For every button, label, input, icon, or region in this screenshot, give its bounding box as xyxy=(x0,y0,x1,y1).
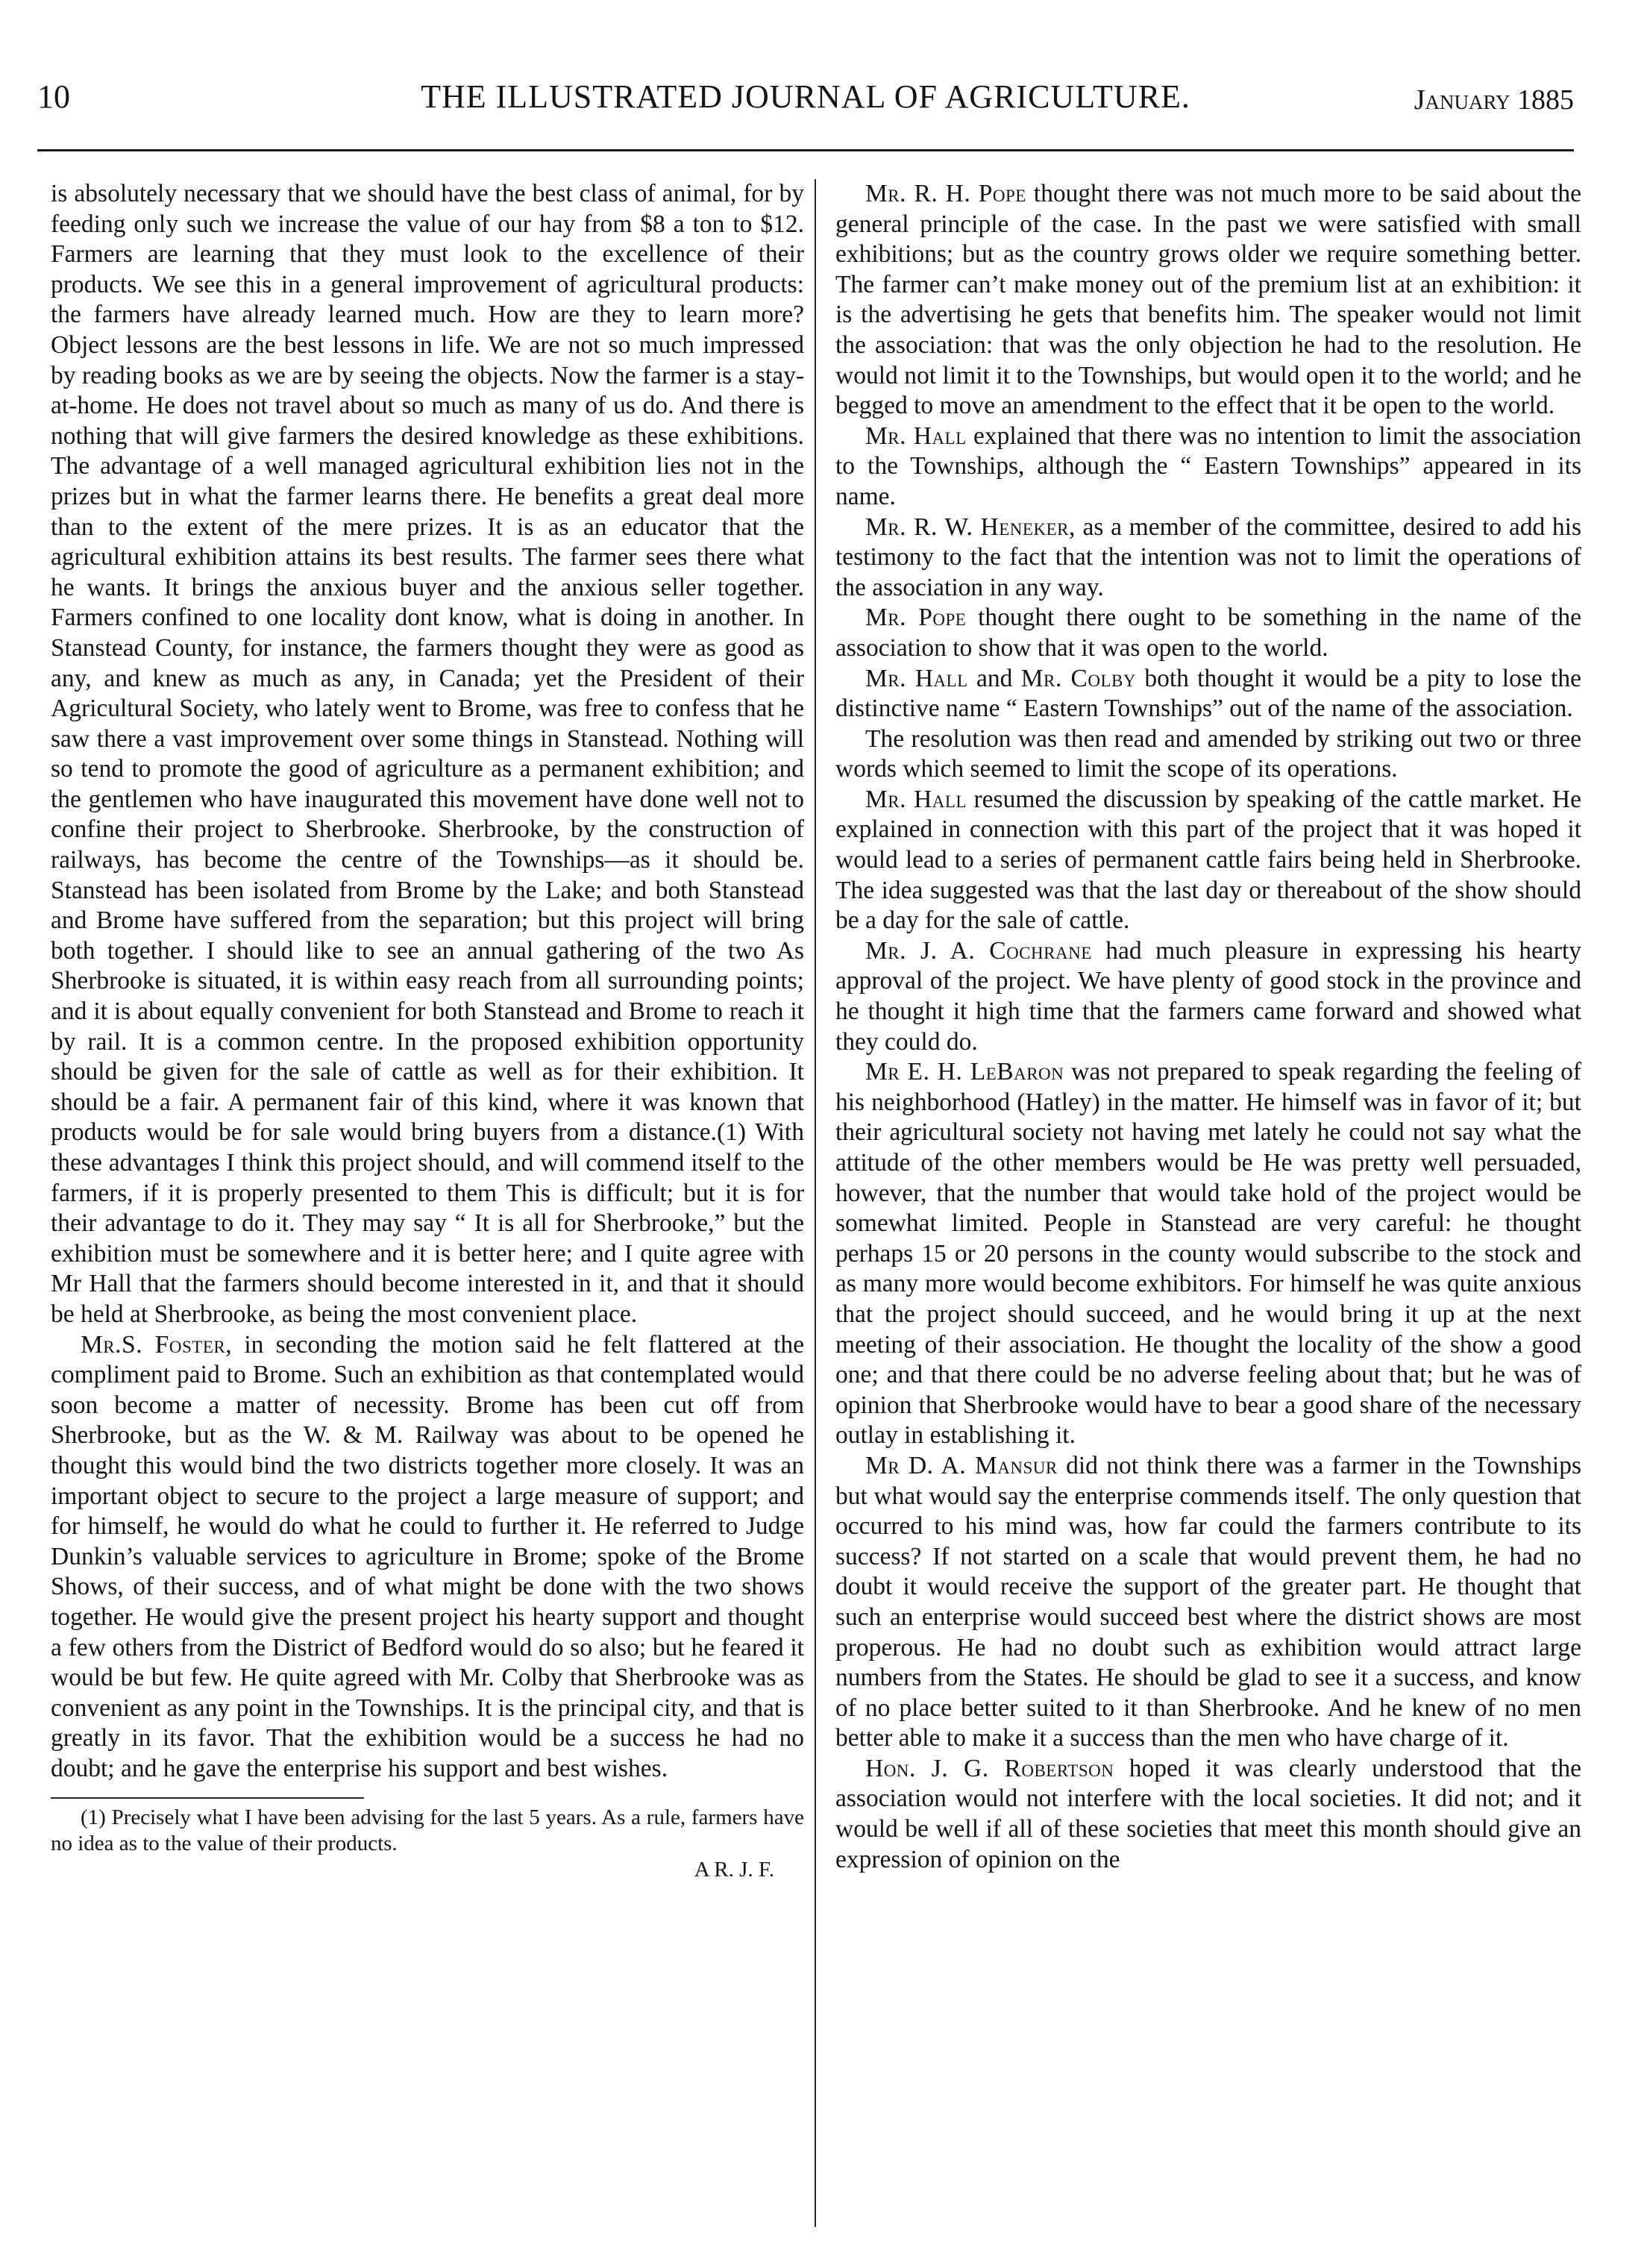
paragraph-text: was not prepared to speak regarding the feeling of his neighborhood (Hatley) in the matter. He himself was in favor of it; but their agricultural society not having met lately he could not say what the attitude of the other members would be He was pretty well persuaded, however, that the number that would take hold of the project would be somewhat limited. People in Stanstead are very careful: he thought perhaps 15 or 20 persons in the county would subscribe to the stock and as many more would become exhibitors. For himself he was quite anxious that the project should succeed, and he would bring it up at the next meeting of their association. He thought the locality of the show a good one; and that there could be no adverse feeling about that; but he was of opinion that Sherbrooke would have to bear a good share of the necessary outlay in establishing it. xyxy=(835,1058,1582,1450)
speaker-name: Mr E. H. LeBaron xyxy=(865,1058,1064,1086)
speaker-name: Mr. Pope xyxy=(865,604,967,632)
paragraph-pope-2 xyxy=(835,603,1581,663)
column-divider xyxy=(815,179,816,2227)
paragraph-text: and xyxy=(967,664,1021,692)
paragraph-hall xyxy=(835,422,1581,513)
paragraph-text: resumed the discussion by speaking of the cattle market. He explained in connection with this part of the project that it was hoped it would lead to a series of permanent cattle fairs being held in Sherbrooke. The idea suggested was that the last day or thereabout of the show should be a day for the sale of cattle. xyxy=(835,785,1581,935)
footnote-signature: A R. J. F. xyxy=(694,1858,774,1882)
paragraph-hall-2 xyxy=(835,785,1581,936)
paragraph-speech-continued: is absolutely necessary that we should have the best class of animal, for by feeding only such we increase the value of our hay from $8 a ton to $12. Farmers are learning that they must look to the excellence of their products. We see this in a general improvement of agricultural products: the farmers have already learned much. How are they to learn more? Object lessons are the best lessons in life. We are not so much impressed by reading books as we are by seeing the objects. Now the farmer is a stay-at-home. He does not travel about so much as many of us do. And there is nothing that will give farmers the desired knowledge as these exhibitions. The advantage of a well managed agricultural exhibition lies not in the prizes but in what the farmer learns there. He benefits a great deal more than to the extent of the mere prizes. It is as an educator that the agricultural exhibition attains its best results. The farmer sees there what he wants. It brings the anxious buyer and the anxious seller together. Farmers confined to one locality dont know, what is doing in another. In Stanstead County, for instance, the farmers thought they were as good as any, and knew as much as any, in Canada; yet the President of their Agricultural Society, who lately went to Brome, was free to confess that he saw there a vast improvement over some things in Stanstead. Nothing will so tend to promote the good of agriculture as a permanent exhibition; and the gentlemen who have inaugurated this movement have done well not to confine their project to Sherbrooke. Sherbrooke, by the construction of railways, has become the centre of the Townships—as it should be. Stanstead has been isolated from Brome by the Lake; and both Stanstead and Brome have suffered from the separation; but this project will bring both together. I should like to see an annual gathering of the two As Sherbrooke is situated, it is within easy reach from all surrounding points; and it is about equally convenient for both Stanstead and Brome to reach it by rail. It is a common centre. In the proposed exhibition opportunity should be given for the sale of cattle as well as for their exhibition. It should be a fair. A permanent fair of this kind, where it was known that products would be for sale would bring buyers from a distance.(1) With these advantages I think this project should, and will commend itself to the farmers, if it is properly presented to them This is difficult; but it is for their advantage to do it. They may say “ It is all for Sherbrooke,” but the exhibition must be somewhere and it is better here; and I quite agree with Mr Hall that the farmers should become interested in it, and that it should be held at Sherbrooke, as being the most convenient place. xyxy=(51,180,804,1328)
speaker-name: Mr. Hall xyxy=(865,664,968,692)
paragraph-robertson xyxy=(835,1754,1581,1875)
header-rule xyxy=(37,149,1574,151)
speaker-name: Mr. Hall xyxy=(865,785,967,813)
paragraph-text: as a member of the committee, desired to add his testimony to the fact that the intention was not to limit the operations of the association in any way. xyxy=(835,513,1581,601)
page-header xyxy=(37,75,1574,142)
paragraph-text: did not think there was a farmer in the Townships but what would say the enterprise commends itself. The only question that occurred to his mind was, how far could the farmers contribute to its success? If not started on a scale that would prevent them, he had no doubt it would receive the support of the greater part. He thought that such an enterprise would succeed best where the district shows are most properous. He had no doubt such as exhibition would attract large numbers from the States. He should be glad to see it a success, and know of no place better suited to it than Sherbrooke. And he knew of no men better able to make it a success than the men who have charge of it. xyxy=(835,1451,1581,1752)
right-column xyxy=(835,179,1581,1875)
left-column xyxy=(51,179,804,1883)
speaker-name: Hon. J. G. Robertson xyxy=(865,1754,1114,1782)
speaker-name: Mr. Hall xyxy=(865,422,967,450)
paragraph-resolution: The resolution was then read and amended by striking out two or three words which seemed to limit the scope of its operations. xyxy=(835,724,1581,783)
speaker-name: Mr.S. Foster, xyxy=(81,1330,233,1359)
page-number: 10 xyxy=(37,78,70,115)
paragraph-mansur xyxy=(835,1451,1581,1754)
paragraph-lebaron xyxy=(835,1057,1581,1451)
paragraph-text: explained that there was no intention to limit the association to the Townships, although the “ Eastern Townships” appeared in its name. xyxy=(835,422,1581,510)
speaker-name: Mr. R. W. Heneker, xyxy=(865,513,1076,541)
speaker-name: Mr. J. A. Cochrane xyxy=(865,936,1092,965)
paragraph-pope xyxy=(835,179,1581,422)
paragraph-text: hoped it was clearly understood that the association would not interfere with the local societies. It did not; and it would be well if all of these societies that meet this month should give an expression of opinion on the xyxy=(835,1754,1581,1873)
paragraph-text: thought there was not much more to be said about the general principle of the case. In the past we were satisfied with small exhibitions; but as the country grows older we require something better. The farmer can’t make money out of the premium list at an exhibition: it is the advertising he gets that benefits him. The speaker would not limit the association: that was the only objection he had to the resolution. He would not limit it to the Townships, but would open it to the world; and he begged to move an amendment to the effect that it be open to the world. xyxy=(835,180,1581,420)
paragraph-foster xyxy=(51,1330,804,1785)
paragraph-text: thought there ought to be something in the name of the association to show that it was open to the world. xyxy=(835,604,1581,662)
paragraph-cochrane xyxy=(835,936,1581,1057)
speaker-name: Mr D. A. Mansur xyxy=(865,1451,1058,1479)
footnote-rule xyxy=(51,1797,364,1799)
footnote: (1) Precisely what I have been advising for the last 5 years. As a rule, farmers have no idea as to the value of their products. xyxy=(51,1805,804,1856)
running-title: THE ILLUSTRATED JOURNAL OF AGRICULTURE. xyxy=(421,78,1190,115)
issue-date: January 1885 xyxy=(1414,84,1574,116)
paragraph-text: both thought it would be a pity to lose the distinctive name “ Eastern Townships” out of the name of the association. xyxy=(835,664,1581,723)
paragraph-text: in seconding the motion said he felt flattered at the compliment paid to Brome. Such an exhibition as that contemplated would soon become a matter of necessity. Brome has been cut off from Sherbrooke, but as the W. & M. Railway was about to be opened he thought this would bind the two districts together more closely. It was an important object to secure to the project a large measure of support; and for himself, he would do what he could to further it. He referred to Judge Dunkin’s valuable services to agriculture in Brome; spoke of the Brome Shows, of their success, and of what might be done with the two shows together. He would give the present project his hearty support and thought a few others from the District of Bedford would do so also; but he feared it would be but few. He quite agreed with Mr. Colby that Sherbrooke was as convenient as any point in the Townships. It is the principal city, and that is greatly in its favor. That the exhibition would be a success he had no doubt; and he gave the enterprise his support and best wishes. xyxy=(51,1330,805,1782)
paragraph-hall-colby xyxy=(835,664,1581,724)
paragraph-heneker xyxy=(835,513,1581,604)
speaker-name: Mr. Colby xyxy=(1020,664,1136,692)
paragraph-text: had much pleasure in expressing his hearty approval of the project. We have plenty of good stock in the province and he thought it high time that the farmers came forward and showed what they could do. xyxy=(835,936,1581,1056)
speaker-name: Mr. R. H. Pope xyxy=(865,180,1026,207)
